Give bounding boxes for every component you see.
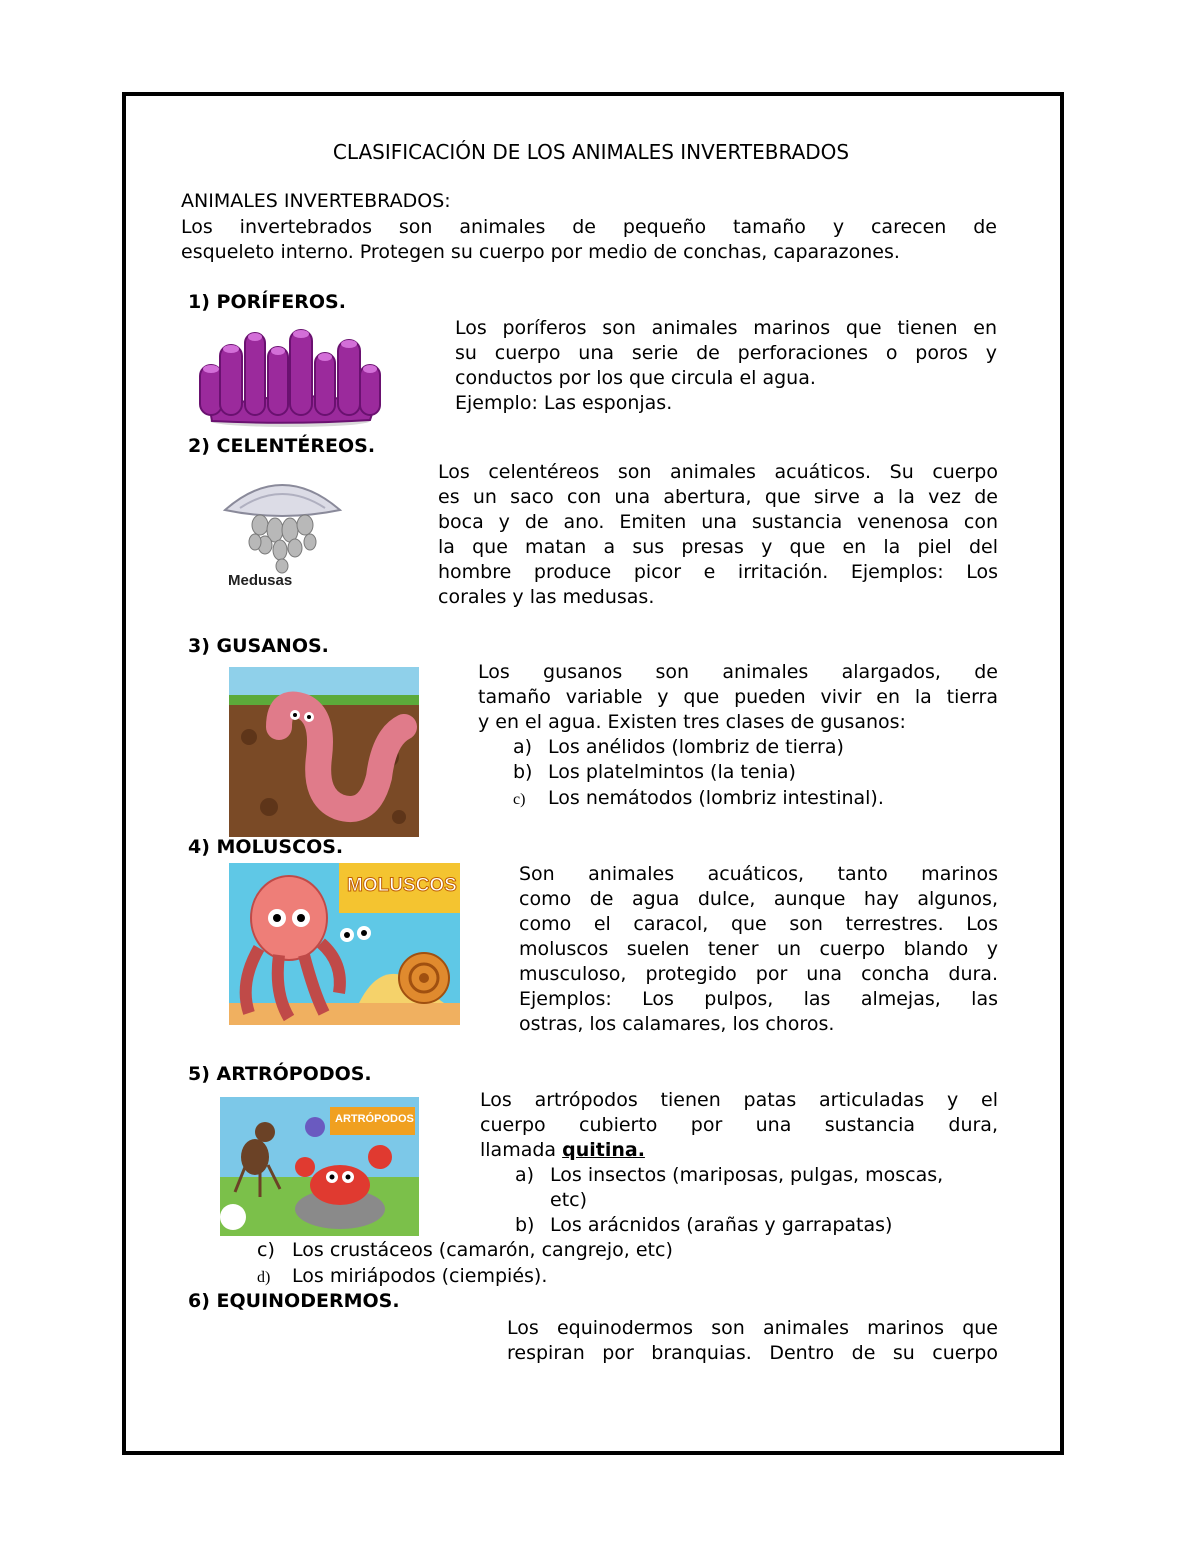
list-marker: c) — [257, 1239, 275, 1261]
list-marker: b) — [513, 761, 533, 783]
artropodos-list-item — [257, 1264, 548, 1290]
section-heading-artropodos: 5) ARTRÓPODOS. — [188, 1063, 372, 1085]
intro-line-1: Los invertebrados son animales de pequeño tamaño y carecen de — [181, 216, 997, 238]
intro-heading: ANIMALES INVERTEBRADOS: — [181, 190, 451, 212]
gusanos-list-item — [513, 760, 796, 785]
list-marker: b) — [515, 1214, 535, 1236]
list-text: Los nemátodos (lombriz intestinal). — [548, 787, 884, 809]
celentereos-text-line-4: la que matan a sus presas y que en la piel del — [438, 536, 998, 558]
celentereos-text-line-6: corales y las medusas. — [438, 586, 655, 608]
sponge-image — [190, 325, 390, 427]
arthropod-caption: ARTRÓPODOS — [335, 1113, 414, 1125]
section-heading-poriferos: 1) PORÍFEROS. — [188, 291, 346, 313]
list-marker: a) — [513, 736, 533, 758]
intro-line-2: esqueleto interno. Protegen su cuerpo por medio de conchas, caparazones. — [181, 241, 900, 263]
celentereos-text-line-1: Los celentéreos son animales acuáticos. Su cuerpo — [438, 461, 998, 483]
artropodos-list-item — [257, 1238, 673, 1263]
jellyfish-caption: Medusas — [228, 572, 293, 589]
keyword-quitina: quitina. — [562, 1139, 645, 1161]
artropodos-list-item — [515, 1163, 944, 1188]
artropodos-text-line-1: Los artrópodos tienen patas articuladas y el — [480, 1089, 998, 1111]
moluscos-text-line-4: moluscos suelen tener un cuerpo blando y — [519, 938, 998, 960]
moluscos-text-line-1: Son animales acuáticos, tanto marinos — [519, 863, 998, 885]
celentereos-text-line-5: hombre produce picor e irritación. Ejemplos: Los — [438, 561, 998, 583]
list-text: Los insectos (mariposas, pulgas, moscas, — [550, 1164, 944, 1186]
artropodos-text-line-3 — [480, 1138, 998, 1163]
moluscos-text-line-6: Ejemplos: Los pulpos, las almejas, las — [519, 988, 998, 1010]
section-heading-equinodermos: 6) EQUINODERMOS. — [188, 1290, 400, 1312]
jellyfish-image — [220, 470, 345, 590]
mollusc-image — [229, 863, 460, 1025]
mollusc-caption: MOLUSCOS — [347, 875, 457, 896]
list-text: Los crustáceos (camarón, cangrejo, etc) — [292, 1239, 673, 1261]
poriferos-text-line-3: conductos por los que circula el agua. — [455, 367, 816, 389]
moluscos-text-line-2: como de agua dulce, aunque hay algunos, — [519, 888, 998, 910]
gusanos-text-line-1: Los gusanos son animales alargados, de — [478, 661, 998, 683]
moluscos-text-line-7: ostras, los calamares, los choros. — [519, 1013, 835, 1035]
gusanos-list-item — [513, 786, 884, 812]
artropodos-list-item-continuation: etc) — [550, 1189, 587, 1211]
page-title: CLASIFICACIÓN DE LOS ANIMALES INVERTEBRADOS — [332, 140, 850, 164]
list-text: Los anélidos (lombriz de tierra) — [548, 736, 844, 758]
gusanos-list-item — [513, 735, 844, 760]
gusanos-text-line-2: tamaño variable y que pueden vivir en la tierra — [478, 686, 998, 708]
equinodermos-text-line-2: respiran por branquias. Dentro de su cuerpo — [507, 1342, 998, 1364]
moluscos-text-line-5: musculoso, protegido por una concha dura. — [519, 963, 998, 985]
artropodos-text-line-2: cuerpo cubierto por una sustancia dura, — [480, 1114, 998, 1136]
poriferos-text-line-2: su cuerpo una serie de perforaciones o poros y — [455, 342, 997, 364]
list-text: Los miriápodos (ciempiés). — [292, 1265, 548, 1287]
list-marker: a) — [515, 1164, 535, 1186]
gusanos-text-line-3: y en el agua. Existen tres clases de gusanos: — [478, 711, 906, 733]
section-heading-moluscos: 4) MOLUSCOS. — [188, 836, 344, 858]
arthropod-image — [220, 1097, 419, 1236]
list-marker: c) — [513, 791, 526, 808]
section-heading-gusanos: 3) GUSANOS. — [188, 635, 329, 657]
celentereos-text-line-3: boca y de ano. Emiten una sustancia venenosa con — [438, 511, 998, 533]
artropodos-list-item — [515, 1213, 893, 1238]
section-heading-celentereos: 2) CELENTÉREOS. — [188, 435, 376, 457]
poriferos-text-line-4: Ejemplo: Las esponjas. — [455, 392, 673, 414]
worm-image — [229, 667, 419, 837]
list-marker: d) — [257, 1269, 271, 1286]
equinodermos-text-line-1: Los equinodermos son animales marinos que — [507, 1317, 998, 1339]
celentereos-text-line-2: es un saco con una abertura, que sirve a la vez de — [438, 486, 998, 508]
list-text: Los platelmintos (la tenia) — [548, 761, 796, 783]
artropodos-text-prefix: llamada — [480, 1139, 563, 1161]
list-text: Los arácnidos (arañas y garrapatas) — [550, 1214, 893, 1236]
moluscos-text-line-3: como el caracol, que son terrestres. Los — [519, 913, 998, 935]
poriferos-text-line-1: Los poríferos son animales marinos que tienen en — [455, 317, 997, 339]
